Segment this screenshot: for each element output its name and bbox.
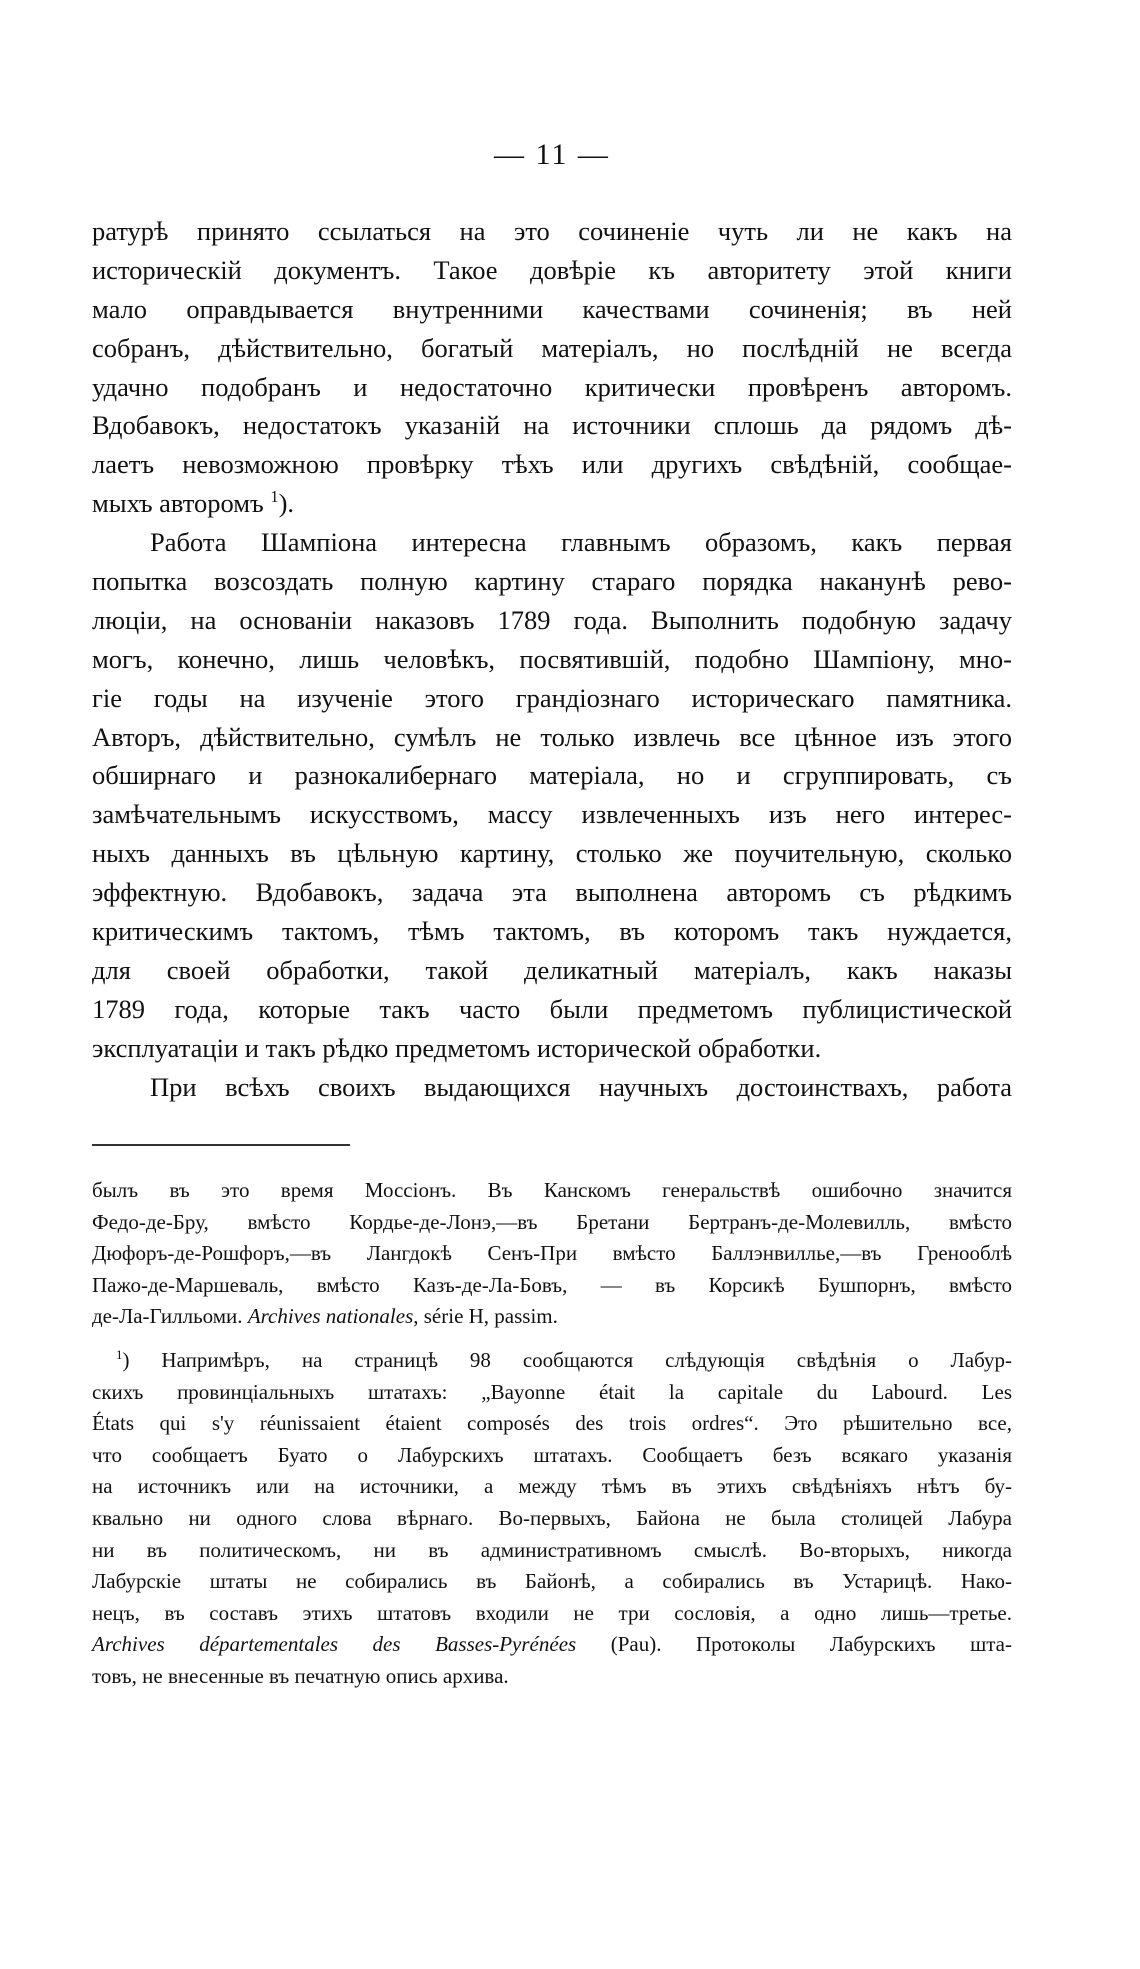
- text-fragment: ).: [278, 488, 295, 519]
- text-line: могъ, конечно, лишь человѣкъ, посвятившій, подобно Шампіону, мно-: [92, 643, 1012, 674]
- text-fragment: (Pau). Протоколы Лабурскихъ шта-: [576, 1632, 1012, 1657]
- text-line: обширнаго и разнокалибернаго матеріала, но и сгруппировать, съ: [92, 760, 1012, 791]
- text-line: люціи, на основаніи наказовъ 1789 года. Выполнить подобную задачу: [92, 604, 1012, 635]
- footnote-line: Лабурскіе штаты не собирались въ Байонѣ, а собирались въ Устарицѣ. Нако-: [92, 1569, 1012, 1594]
- footnote-line: ни въ политическомъ, ни въ административномъ смыслѣ. Во-вторыхъ, никогда: [92, 1537, 1012, 1562]
- text-line: При всѣхъ своихъ выдающихся научныхъ достоинствахъ, работа: [150, 1071, 1012, 1102]
- footnote-marker: 1: [270, 487, 279, 507]
- footnote-line: что сообщаетъ Буато о Лабурскихъ штатахъ. Сообщаетъ безъ всякаго указанія: [92, 1442, 1012, 1467]
- text-line: для своей обработки, такой деликатный матеріалъ, какъ наказы: [92, 954, 1012, 985]
- footnote-gap: [92, 1333, 1012, 1345]
- footnote-line: былъ въ это время Моссіонъ. Въ Канскомъ генеральствѣ ошибочно значится: [92, 1178, 1012, 1202]
- main-text: [92, 212, 1012, 1106]
- citation-italic: Archives départementales des Basses-Pyrénées: [92, 1632, 577, 1657]
- text-line: мало оправдывается внутренними качествами сочиненія; въ ней: [92, 293, 1012, 324]
- footnote-number: 1: [116, 1346, 123, 1362]
- text-line: критическимъ тактомъ, тѣмъ тактомъ, въ которомъ такъ нуждается,: [92, 916, 1012, 947]
- text-line: попытка возсоздать полную картину стараго порядка наканунѣ рево-: [92, 566, 1012, 597]
- footnote-line: [92, 1629, 1012, 1661]
- text-line: Вдобавокъ, недостатокъ указаній на источники сплошь да рядомъ дѣ-: [92, 410, 1012, 441]
- text-fragment: , série H, passim.: [413, 1304, 558, 1329]
- text-fragment: ) Напримѣръ, на страницѣ 98 сообщаются слѣдующія свѣдѣнія о Лабур-: [122, 1347, 1012, 1372]
- text-line: ныхъ данныхъ въ цѣльную картину, столько же поучительную, сколько: [92, 838, 1012, 869]
- text-fragment: де-Ла-Гилльоми.: [92, 1304, 248, 1329]
- text-line: замѣчательнымъ искусствомъ, массу извлеченныхъ изъ него интерес-: [92, 799, 1012, 830]
- text-line: эффектную. Вдобавокъ, задача эта выполнена авторомъ съ рѣдкимъ: [92, 877, 1012, 908]
- page-number: — 11 —: [494, 138, 610, 171]
- text-line: собранъ, дѣйствительно, богатый матеріалъ, но послѣдній не всегда: [92, 332, 1012, 363]
- footnote-line: [92, 1345, 1012, 1377]
- footnote-line: на источникъ или на источники, а между тѣмъ въ этихъ свѣдѣніяхъ нѣтъ бу-: [92, 1474, 1012, 1499]
- footnote-line: [92, 1301, 1012, 1333]
- paragraph: [92, 1068, 1012, 1107]
- text-line: историческій документъ. Такое довѣріе къ авторитету этой книги: [92, 254, 1012, 285]
- text-line: эксплуатаціи и такъ рѣдко предметомъ исторической обработки.: [92, 1032, 822, 1063]
- text-line: удачно подобранъ и недостаточно критически провѣренъ авторомъ.: [92, 371, 1012, 402]
- footnote-line: нецъ, въ составъ этихъ штатовъ входили не три сословія, а одно лишь—третье.: [92, 1600, 1012, 1625]
- text-line: лаетъ невозможною провѣрку тѣхъ или другихъ свѣдѣній, сообщае-: [92, 449, 1012, 480]
- text-line: ратурѣ принято ссылаться на это сочиненіе чуть ли не какъ на: [92, 216, 1012, 246]
- text-line: Работа Шампіона интересна главнымъ образомъ, какъ первая: [150, 527, 1012, 558]
- text-fragment: мыхъ авторомъ: [92, 488, 264, 519]
- paragraph: [92, 523, 1012, 1067]
- text-line: гіе годы на изученіе этого грандіознаго историческаго памятника.: [92, 682, 1012, 713]
- footnote-line: скихъ провинціальныхъ штатахъ: „Bayonne était la capitale du Labourd. Les: [92, 1379, 1012, 1404]
- footnote-line: États qui s'y réunissaient étaient composés des trois ordres“. Это рѣшительно все,: [92, 1411, 1012, 1436]
- citation-italic: Archives nationales: [247, 1304, 414, 1329]
- footnote-line: Федо-де-Бру, вмѣсто Кордье-де-Лонэ,—въ Бретани Бертранъ-де-Молевилль, вмѣсто: [92, 1209, 1012, 1234]
- text-line: 1789 года, которые такъ часто были предметомъ публицистической: [92, 993, 1012, 1024]
- footnote-1: [92, 1345, 1012, 1693]
- footnote-continued: [92, 1175, 1012, 1333]
- footnote-divider: [92, 1144, 350, 1146]
- text-line: Авторъ, дѣйствительно, сумѣлъ не только извлечь все цѣнное изъ этого: [92, 721, 1012, 752]
- text-line: [92, 484, 1012, 523]
- footnote-line: товъ, не внесенные въ печатную опись архива.: [92, 1663, 509, 1688]
- footnote-line: Дюфоръ-де-Рошфоръ,—въ Лангдокѣ Сенъ-При вмѣсто Баллэнвиллье,—въ Гренооблѣ: [92, 1241, 1012, 1266]
- footnote-line: Пажо-де-Маршеваль, вмѣсто Казъ-де-Ла-Бовъ, — въ Корсикѣ Бушпорнъ, вмѣсто: [92, 1272, 1012, 1297]
- paragraph: [92, 212, 1012, 523]
- footnotes: [92, 1175, 1012, 1693]
- footnote-line: квально ни одного слова вѣрнаго. Во-первыхъ, Байона не была столицей Лабура: [92, 1505, 1012, 1530]
